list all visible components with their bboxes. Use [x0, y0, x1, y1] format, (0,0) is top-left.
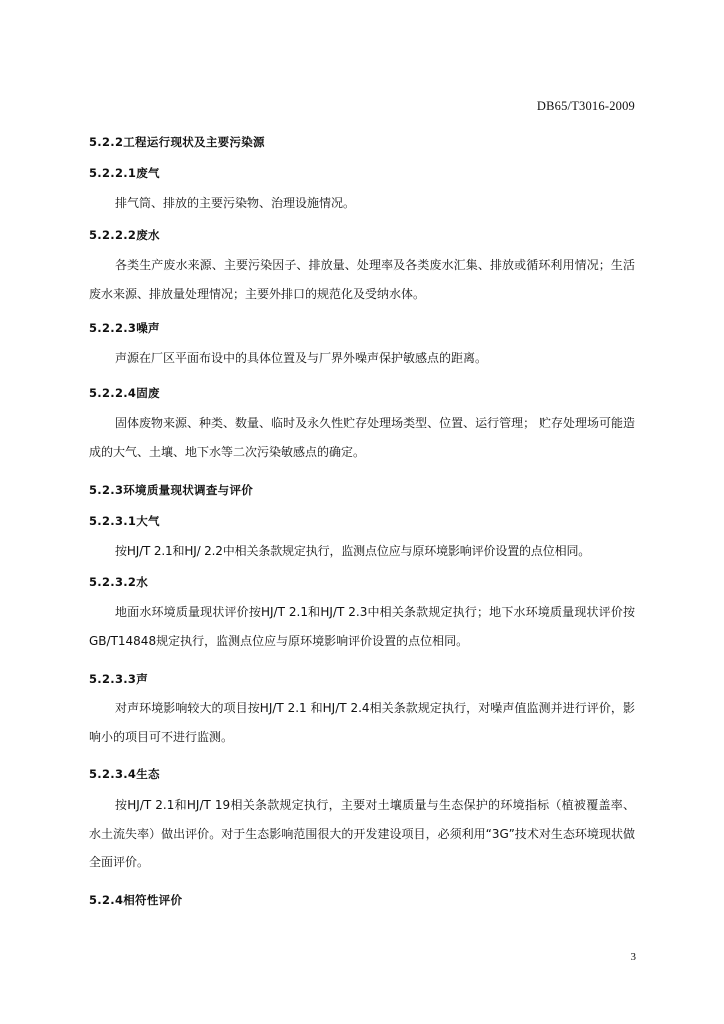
section-heading-5-2-3-3: 5.2.3.3声	[89, 672, 149, 686]
section-heading-5-2-3: 5.2.3环境质量现状调查与评价	[89, 483, 254, 497]
page-number: 3	[630, 951, 636, 963]
section-heading-5-2-3-1: 5.2.3.1大气	[89, 514, 160, 528]
section-heading-5-2-2-1: 5.2.2.1废气	[89, 166, 160, 180]
document-code: DB65/T3016-2009	[536, 99, 635, 113]
paragraph-waste-gas: 排气筒、排放的主要污染物、治理设施情况。	[115, 196, 356, 210]
section-heading-5-2-3-4: 5.2.3.4生态	[89, 767, 160, 781]
section-heading-5-2-2-3: 5.2.2.3噪声	[89, 321, 160, 335]
paragraph-waste-water: 各类生产废水来源、主要污染因子、排放量、处理率及各类废水汇集、排放或循环利用情况；生活废水来源、排放量处理情况；主要外排口的规范化及受纳水体。	[89, 258, 635, 301]
section-heading-5-2-2-2: 5.2.2.2废水	[89, 228, 160, 242]
section-heading-5-2-3-2: 5.2.3.2水	[89, 575, 149, 589]
paragraph-solid-waste: 固体废物来源、种类、数量、临时及永久性贮存处理场类型、位置、运行管理； 贮存处理场可能造成的大气、土壤、地下水等二次污染敏感点的确定。	[89, 416, 635, 459]
paragraph-atmosphere: 按HJ/T 2.1和HJ/ 2.2中相关条款规定执行，监测点位应与原环境影响评价设置的点位相同。	[115, 544, 591, 558]
paragraph-sound: 对声环境影响较大的项目按HJ/T 2.1 和HJ/T 2.4相关条款规定执行，对噪声值监测并进行评价，影响小的项目可不进行监测。	[89, 701, 635, 744]
section-heading-5-2-2: 5.2.2工程运行现状及主要污染源	[89, 135, 265, 149]
section-heading-5-2-4: 5.2.4相符性评价	[89, 893, 183, 907]
paragraph-noise: 声源在厂区平面布设中的具体位置及与厂界外噪声保护敏感点的距离。	[115, 351, 488, 365]
paragraph-ecology: 按HJ/T 2.1和HJ/T 19相关条款规定执行，主要对土壤质量与生态保护的环境指标（植被覆盖率、水土流失率）做出评价。对于生态影响范围很大的开发建设项目，必须利用“3G”技术对生态环境现状做全面评价。	[89, 798, 635, 869]
paragraph-water: 地面水环境质量现状评价按HJ/T 2.1和HJ/T 2.3中相关条款规定执行；地下水环境质量现状评价按GB/T14848规定执行，监测点位应与原环境影响评价设置的点位相同。	[89, 605, 635, 648]
section-heading-5-2-2-4: 5.2.2.4固废	[89, 386, 160, 400]
